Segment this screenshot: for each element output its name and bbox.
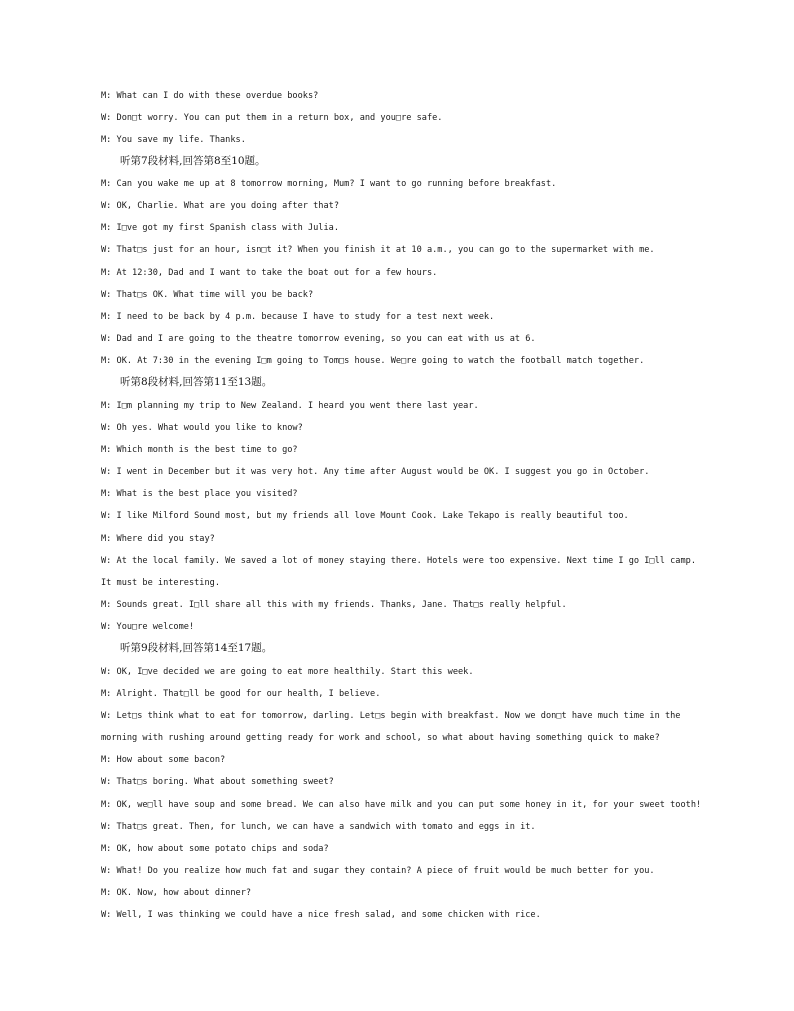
transcript-line: morning with rushing around getting ready for work and school, so what about having something quick to make? (101, 733, 660, 743)
section-heading: 听第7段材料,回答第8至10题。 (120, 155, 266, 167)
transcript-line: M: Alright. That□ll be good for our health, I believe. (101, 689, 381, 699)
transcript-line: W: Dad and I are going to the theatre tomorrow evening, so you can eat with us at 6. (101, 334, 536, 344)
transcript-line: W: That□s boring. What about something sweet? (101, 777, 334, 787)
transcript-line: W: OK, I□ve decided we are going to eat more healthily. Start this week. (101, 667, 474, 677)
transcript-line: W: Don□t worry. You can put them in a return box, and you□re safe. (101, 113, 443, 123)
transcript-line: M: I□ve got my first Spanish class with Julia. (101, 223, 339, 233)
transcript-line: W: That□s great. Then, for lunch, we can have a sandwich with tomato and eggs in it. (101, 822, 536, 832)
transcript-line: M: You save my life. Thanks. (101, 135, 246, 145)
section-heading: 听第8段材料,回答第11至13题。 (120, 376, 273, 388)
transcript-line: M: At 12:30, Dad and I want to take the boat out for a few hours. (101, 268, 438, 278)
transcript-line: W: Let□s think what to eat for tomorrow, darling. Let□s begin with breakfast. Now we don□t have much time in the (101, 711, 681, 721)
transcript-line: M: OK, we□ll have soup and some bread. We can also have milk and you can put some honey in it, for your sweet tooth! (101, 800, 702, 810)
transcript-line: W: Well, I was thinking we could have a nice fresh salad, and some chicken with rice. (101, 910, 541, 920)
transcript-line: W: That□s OK. What time will you be back? (101, 290, 314, 300)
transcript-line: W: What! Do you realize how much fat and sugar they contain? A piece of fruit would be much better for you. (101, 866, 655, 876)
transcript-line: M: I□m planning my trip to New Zealand. I heard you went there last year. (101, 401, 479, 411)
transcript-line: M: Sounds great. I□ll share all this with my friends. Thanks, Jane. That□s really helpful. (101, 600, 567, 610)
transcript-line: W: I like Milford Sound most, but my friends all love Mount Cook. Lake Tekapo is really beautiful too. (101, 511, 629, 521)
transcript-line: M: What is the best place you visited? (101, 489, 298, 499)
transcript-line: M: Where did you stay? (101, 534, 215, 544)
section-heading: 听第9段材料,回答第14至17题。 (120, 642, 273, 654)
transcript-line: W: I went in December but it was very hot. Any time after August would be OK. I suggest you go in October. (101, 467, 650, 477)
transcript-line: M: Can you wake me up at 8 tomorrow morning, Mum? I want to go running before breakfast. (101, 179, 557, 189)
transcript-line: W: At the local family. We saved a lot of money staying there. Hotels were too expensive. Next time I go I□ll camp. (101, 556, 696, 566)
transcript-line: It must be interesting. (101, 578, 220, 588)
transcript-line: M: OK, how about some potato chips and soda? (101, 844, 329, 854)
transcript-line: W: Oh yes. What would you like to know? (101, 423, 303, 433)
transcript-line: M: OK. At 7:30 in the evening I□m going to Tom□s house. We□re going to watch the football match together. (101, 356, 645, 366)
transcript-line: M: I need to be back by 4 p.m. because I have to study for a test next week. (101, 312, 495, 322)
transcript-line: M: OK. Now, how about dinner? (101, 888, 252, 898)
transcript-line: W: OK, Charlie. What are you doing after that? (101, 201, 339, 211)
transcript-line: M: How about some bacon? (101, 755, 226, 765)
transcript-line: W: You□re welcome! (101, 622, 195, 632)
transcript-line: W: That□s just for an hour, isn□t it? When you finish it at 10 a.m., you can go to the supermarket with me. (101, 245, 655, 255)
transcript-line: M: Which month is the best time to go? (101, 445, 298, 455)
transcript-line: M: What can I do with these overdue books? (101, 91, 319, 101)
